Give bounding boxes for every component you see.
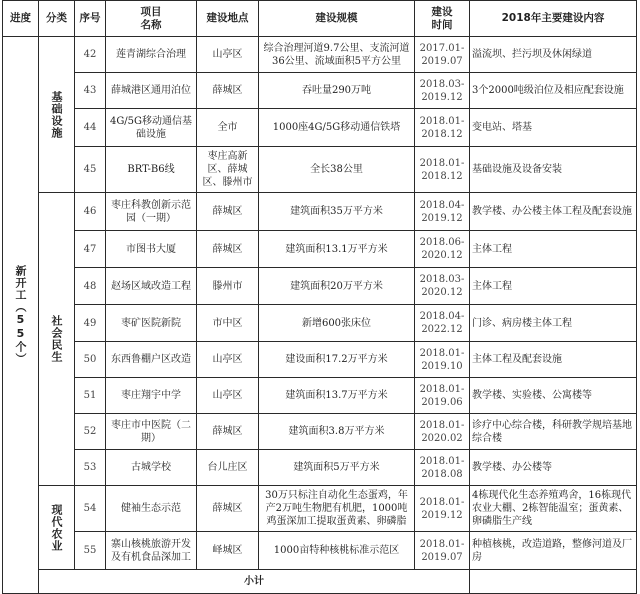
row-project-name: 寨山核桃旅游开发及有机食品深加工 (106, 532, 197, 570)
subtotal-label: 小计 (39, 570, 470, 594)
subtotal-row (3, 570, 637, 594)
row-project-name: 4G/5G移动通信基础设施 (106, 109, 197, 147)
row-location: 台儿庄区 (197, 450, 259, 486)
row-period: 2018.04-2022.12 (415, 305, 470, 342)
row-serial: 47 (75, 231, 106, 268)
row-scale: 新增600张床位 (259, 305, 415, 342)
row-serial: 44 (75, 109, 106, 147)
row-serial: 43 (75, 73, 106, 109)
row-period: 2018.01-2018.08 (415, 450, 470, 486)
subtotal-value (470, 570, 637, 594)
header-content-2018: 2018年主要建设内容 (470, 1, 637, 37)
row-location: 山亭区 (197, 37, 259, 73)
row-scale: 建筑面积13.7万平方米 (259, 378, 415, 414)
row-scale: 1000座4G/5G移动通信铁塔 (259, 109, 415, 147)
table-row (3, 414, 637, 450)
row-location: 市中区 (197, 305, 259, 342)
row-scale: 1000亩特种核桃标准示范区 (259, 532, 415, 570)
header-project-name: 项目 名称 (106, 1, 197, 37)
row-location: 山亭区 (197, 342, 259, 378)
row-period: 2018.01-2020.02 (415, 414, 470, 450)
row-project-name: 赵场区域改造工程 (106, 268, 197, 305)
row-serial: 54 (75, 486, 106, 532)
row-period: 2018.01-2019.06 (415, 378, 470, 414)
row-serial: 46 (75, 193, 106, 231)
table-row (3, 231, 637, 268)
row-scale: 综合治理河道9.7公里、支流河道36公里、流域面积5平方公里 (259, 37, 415, 73)
row-period: 2018.04-2019.12 (415, 193, 470, 231)
table-row (3, 342, 637, 378)
row-scale: 建筑面积35万平方米 (259, 193, 415, 231)
category-cell-infrastructure (39, 37, 75, 193)
header-serial: 序号 (75, 1, 106, 37)
row-content: 种植核桃，改造道路，整修河道及厂房 (470, 532, 637, 570)
row-content: 门诊、病房楼主体工程 (470, 305, 637, 342)
row-content: 教学楼、办公楼等 (470, 450, 637, 486)
row-project-name: 古城学校 (106, 450, 197, 486)
row-serial: 55 (75, 532, 106, 570)
row-scale: 建筑面积3.8万平方米 (259, 414, 415, 450)
header-location: 建设地点 (197, 1, 259, 37)
row-period: 2018.03-2020.12 (415, 268, 470, 305)
category-cell-livelihood (39, 193, 75, 486)
category-label: 社会民生 (50, 315, 63, 363)
header-row (3, 1, 637, 37)
row-project-name: 薛城港区通用泊位 (106, 73, 197, 109)
row-location: 薛城区 (197, 231, 259, 268)
row-location: 山亭区 (197, 378, 259, 414)
category-cell-agriculture (39, 486, 75, 570)
row-project-name: 市图书大厦 (106, 231, 197, 268)
category-label: 现代农业 (50, 503, 63, 552)
row-location: 薛城区 (197, 486, 259, 532)
header-progress: 进度 (3, 1, 39, 37)
table-row (3, 486, 637, 532)
row-scale: 建筑面积5万平方米 (259, 450, 415, 486)
header-period: 建设 时间 (415, 1, 470, 37)
row-scale: 建设面积17.2万平方米 (259, 342, 415, 378)
table-row (3, 37, 637, 73)
row-content: 诊疗中心综合楼，科研教学规培基地综合楼 (470, 414, 637, 450)
row-location: 滕州市 (197, 268, 259, 305)
row-serial: 53 (75, 450, 106, 486)
row-project-name: 枣庄翔宇中学 (106, 378, 197, 414)
project-table (2, 0, 637, 594)
table-row (3, 532, 637, 570)
table-row (3, 193, 637, 231)
row-period: 2018.06-2020.12 (415, 231, 470, 268)
table-row (3, 450, 637, 486)
row-serial: 45 (75, 147, 106, 193)
row-scale: 30万只标注自动化生态蛋鸡，年产2万吨生物肥有机肥，1000吨鸡蛋深加工提取蛋黄素、卵磷脂 (259, 486, 415, 532)
row-period: 2018.01-2019.07 (415, 532, 470, 570)
row-serial: 42 (75, 37, 106, 73)
header-scale: 建设规模 (259, 1, 415, 37)
progress-group-cell (3, 37, 39, 594)
table-row (3, 268, 637, 305)
row-location: 薛城区 (197, 73, 259, 109)
row-period: 2017.01-2019.07 (415, 37, 470, 73)
row-serial: 49 (75, 305, 106, 342)
row-location: 枣庄高新区、薛城区、滕州市 (197, 147, 259, 193)
row-serial: 52 (75, 414, 106, 450)
row-period: 2018.03-2019.12 (415, 73, 470, 109)
row-project-name: 枣庄市中医院（二期） (106, 414, 197, 450)
header-category: 分类 (39, 1, 75, 37)
row-serial: 50 (75, 342, 106, 378)
table-row (3, 73, 637, 109)
row-project-name: 东西鲁棚户区改造 (106, 342, 197, 378)
row-serial: 51 (75, 378, 106, 414)
row-content: 基础设施及设备安装 (470, 147, 637, 193)
table-row (3, 305, 637, 342)
table-row (3, 147, 637, 193)
row-location: 薛城区 (197, 414, 259, 450)
row-period: 2018.01-2018.12 (415, 109, 470, 147)
row-scale: 全长38公里 (259, 147, 415, 193)
row-project-name: 莲青湖综合治理 (106, 37, 197, 73)
row-content: 教学楼、实验楼、公寓楼等 (470, 378, 637, 414)
table-row (3, 109, 637, 147)
progress-group-label: 新开工（55个） (14, 265, 27, 365)
row-project-name: 枣矿医院新院 (106, 305, 197, 342)
row-project-name: 枣庄科教创新示范园（一期） (106, 193, 197, 231)
row-project-name: 健袖生态示范 (106, 486, 197, 532)
row-scale: 吞吐量290万吨 (259, 73, 415, 109)
row-content: 主体工程 (470, 231, 637, 268)
row-content: 4栋现代化生态养殖鸡舍，16栋现代农业大棚、2栋智能温室；蛋黄素、卵磷脂生产线 (470, 486, 637, 532)
row-content: 3个2000吨级泊位及相应配套设施 (470, 73, 637, 109)
row-location: 峄城区 (197, 532, 259, 570)
table-row (3, 378, 637, 414)
row-serial: 48 (75, 268, 106, 305)
row-period: 2018.01-2019.10 (415, 342, 470, 378)
row-scale: 建筑面积13.1万平方米 (259, 231, 415, 268)
row-location: 全市 (197, 109, 259, 147)
row-content: 溢流坝、拦污坝及休闲绿道 (470, 37, 637, 73)
row-content: 教学楼、办公楼主体工程及配套设施 (470, 193, 637, 231)
row-scale: 建筑面积20万平方米 (259, 268, 415, 305)
row-project-name: BRT-B6线 (106, 147, 197, 193)
category-label: 基础设施 (50, 90, 63, 139)
row-period: 2018.01-2018.12 (415, 147, 470, 193)
row-location: 薛城区 (197, 193, 259, 231)
row-period: 2018.01-2019.12 (415, 486, 470, 532)
row-content: 变电站、塔基 (470, 109, 637, 147)
row-content: 主体工程 (470, 268, 637, 305)
row-content: 主体工程及配套设施 (470, 342, 637, 378)
